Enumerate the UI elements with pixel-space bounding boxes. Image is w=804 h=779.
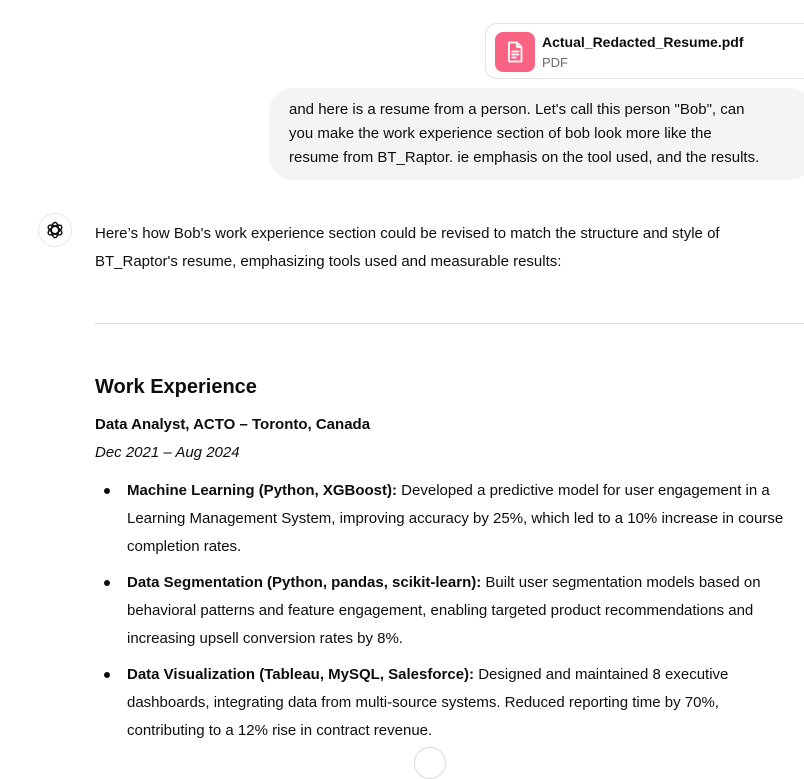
bullet-lead: Data Segmentation (Python, pandas, scikit-learn): (127, 574, 482, 591)
attachment-file-name: Actual_Redacted_Resume.pdf (542, 34, 744, 50)
bullet-line: increasing upsell conversion rates by 8%. (127, 630, 403, 647)
bullet-lead: Machine Learning (Python, XGBoost): (127, 482, 398, 499)
bullet-lead: Data Visualization (Tableau, MySQL, Salesforce): (127, 666, 475, 683)
attachment-file-type: PDF (542, 55, 568, 70)
bullet-line: completion rates. (127, 538, 242, 555)
assistant-intro-line: BT_Raptor's resume, emphasizing tools used and measurable results: (95, 253, 562, 270)
list-item (95, 569, 804, 653)
bullet-line: dashboards, integrating data from multi-source systems. Reduced reporting time by 70%, (127, 694, 719, 711)
assistant-intro-line: Here’s how Bob's work experience section could be revised to match the structure and style of (95, 225, 720, 242)
user-message-line: and here is a resume from a person. Let's call this person "Bob", can (289, 101, 745, 118)
document-icon (495, 32, 535, 72)
bullet-line: contributing to a 12% rise in contract revenue. (127, 722, 433, 739)
assistant-intro (95, 220, 795, 276)
section-heading: Work Experience (95, 376, 257, 398)
openai-logo-icon (45, 220, 65, 240)
bullet-line (127, 477, 804, 505)
bullet-line: behavioral patterns and feature engagement, enabling targeted product recommendations and (127, 602, 754, 619)
bullet-text: Developed a predictive model for user engagement in a (397, 482, 770, 499)
list-item (95, 661, 804, 745)
attachment-card[interactable] (485, 23, 804, 79)
bullet-line (127, 661, 804, 689)
bullet-text: Designed and maintained 8 executive (474, 666, 729, 683)
experience-bullet-list (95, 477, 804, 753)
user-message-line: resume from BT_Raptor. ie emphasis on the tool used, and the results. (289, 149, 760, 166)
list-item (95, 477, 804, 561)
user-message-bubble (269, 88, 804, 180)
job-dates: Dec 2021 – Aug 2024 (95, 444, 240, 461)
bullet-line (127, 569, 804, 597)
user-message-line: you make the work experience section of bob look more like the (289, 125, 712, 142)
bullet-line: Learning Management System, improving accuracy by 25%, which led to a 10% increase in course (127, 510, 784, 527)
scroll-to-bottom-button[interactable] (414, 747, 446, 779)
divider (95, 323, 804, 324)
job-title: Data Analyst, ACTO – Toronto, Canada (95, 416, 371, 433)
bullet-text: Built user segmentation models based on (481, 574, 761, 591)
assistant-avatar (38, 213, 72, 247)
